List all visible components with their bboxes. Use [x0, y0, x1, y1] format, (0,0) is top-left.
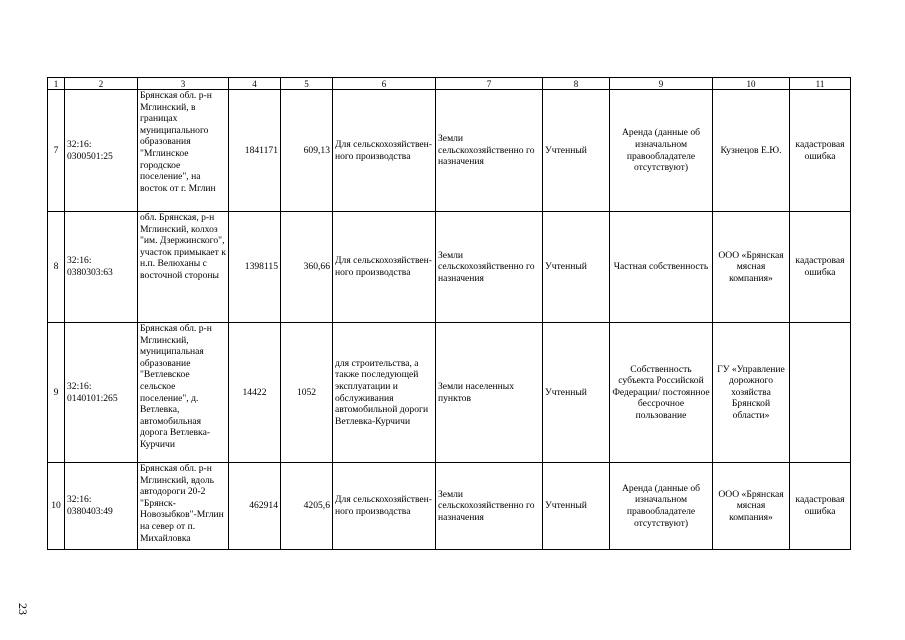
area-cell: 1398115 — [229, 212, 281, 323]
cadastral-number: 32:16: 0380403:49 — [65, 463, 138, 550]
column-header: 1 — [48, 78, 65, 90]
area-cell: 14422 — [229, 323, 281, 463]
right-type-cell: Аренда (данные об изначальном правообладателе отсутствуют) — [610, 90, 713, 212]
right-type-cell: Частная собственность — [610, 212, 713, 323]
land-category-cell: Земли сельскохозяйственно го назначения — [436, 90, 543, 212]
permitted-use-cell: Для сельскохозяйствен-ного производства — [333, 463, 436, 550]
value-cell: 4205,6 — [281, 463, 333, 550]
column-header: 2 — [65, 78, 138, 90]
status-cell: Учтенный — [543, 463, 610, 550]
area-cell: 1841171 — [229, 90, 281, 212]
table-row — [48, 212, 851, 323]
row-number: 9 — [48, 323, 65, 463]
holder-cell: ООО «Брянская мясная компания» — [713, 212, 790, 323]
column-header: 7 — [436, 78, 543, 90]
table-row — [48, 90, 851, 212]
table-row — [48, 463, 851, 550]
row-number: 7 — [48, 90, 65, 212]
table-row — [48, 323, 851, 463]
holder-cell: Кузнецов Е.Ю. — [713, 90, 790, 212]
note-cell — [790, 323, 851, 463]
column-header: 10 — [713, 78, 790, 90]
row-number: 8 — [48, 212, 65, 323]
cadastral-number: 32:16: 0300501:25 — [65, 90, 138, 212]
note-cell: кадастровая ошибка — [790, 212, 851, 323]
header-row — [48, 78, 851, 90]
land-plots-table — [47, 77, 851, 550]
holder-cell: ООО «Брянская мясная компания» — [713, 463, 790, 550]
value-cell: 609,13 — [281, 90, 333, 212]
location-cell: Брянская обл. р-н Мглинский, вдоль автодороги 20-2 "Брянск-Новозыбков"-Мглин на север от п. Михайловка — [138, 463, 229, 550]
note-cell: кадастровая ошибка — [790, 90, 851, 212]
holder-cell: ГУ «Управление дорожного хозяйства Брянской области» — [713, 323, 790, 463]
right-type-cell: Собственность субъекта Российской Федерации/ постоянное бессрочное пользование — [610, 323, 713, 463]
status-cell: Учтенный — [543, 323, 610, 463]
permitted-use-cell: Для сельскохозяйствен-ного производства — [333, 212, 436, 323]
location-cell: Брянская обл. р-н Мглинский, в границах муниципального образования "Мглинское городское поселение", на восток от г. Мглин — [138, 90, 229, 212]
column-header: 9 — [610, 78, 713, 90]
note-cell: кадастровая ошибка — [790, 463, 851, 550]
column-header: 6 — [333, 78, 436, 90]
status-cell: Учтенный — [543, 90, 610, 212]
land-category-cell: Земли сельскохозяйственно го назначения — [436, 212, 543, 323]
permitted-use-cell: Для сельскохозяйствен-ного производства — [333, 90, 436, 212]
column-header: 8 — [543, 78, 610, 90]
area-cell: 462914 — [229, 463, 281, 550]
land-category-cell: Земли населенных пунктов — [436, 323, 543, 463]
value-cell: 1052 — [281, 323, 333, 463]
cadastral-number: 32:16: 0140101:265 — [65, 323, 138, 463]
page-number: 23 — [16, 603, 30, 615]
location-cell: Брянская обл. р-н Мглинский, муниципальная образование "Ветлевское сельское поселение", д. Ветлевка, автомобильная дорога Ветлевка-Курчичи — [138, 323, 229, 463]
column-header: 5 — [281, 78, 333, 90]
right-type-cell: Аренда (данные об изначальном правообладателе отсутствуют) — [610, 463, 713, 550]
permitted-use-cell: для строительства, а также последующей эксплуатации и обслуживания автомобильной дороги Ветлевка-Курчичи — [333, 323, 436, 463]
land-category-cell: Земли сельскохозяйственно го назначения — [436, 463, 543, 550]
value-cell: 360,66 — [281, 212, 333, 323]
column-header: 4 — [229, 78, 281, 90]
row-number: 10 — [48, 463, 65, 550]
cadastral-number: 32:16: 0380303:63 — [65, 212, 138, 323]
column-header: 3 — [138, 78, 229, 90]
location-cell: обл. Брянская, р-н Мглинский, колхоз "им. Дзержинского", участок примыкает к н.п. Велюханы с восточной стороны — [138, 212, 229, 323]
column-header: 11 — [790, 78, 851, 90]
status-cell: Учтенный — [543, 212, 610, 323]
